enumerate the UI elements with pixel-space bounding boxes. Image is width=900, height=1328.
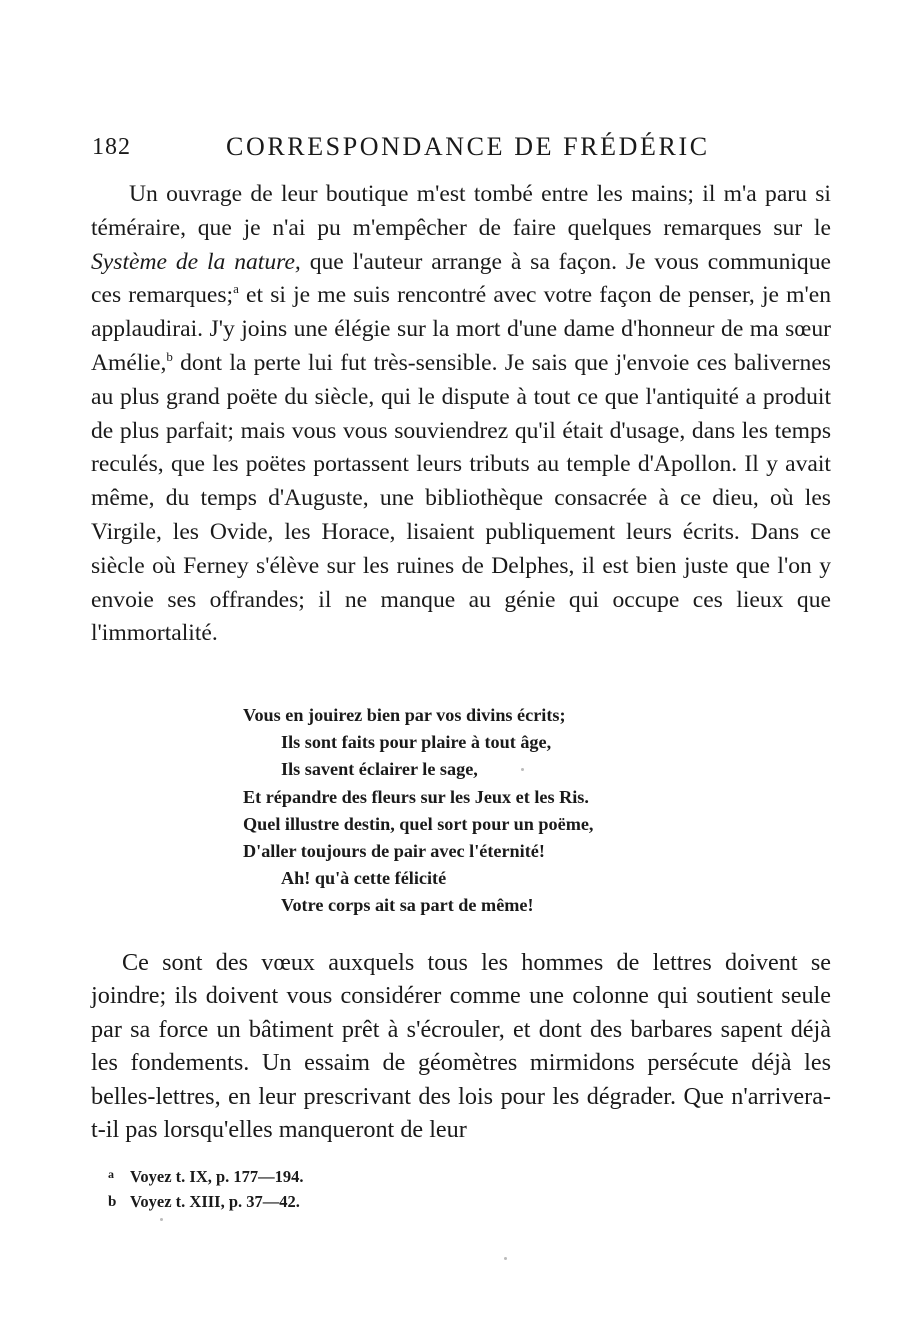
footnote-text: Voyez t. XIII, p. 37—42.	[130, 1192, 300, 1211]
footnote-a	[108, 1162, 708, 1189]
footnotes	[108, 1162, 708, 1215]
paper-speck	[521, 768, 524, 771]
verse-line: Ah! qu'à cette félicité	[281, 868, 447, 889]
footnote-mark: a	[108, 1167, 114, 1181]
paragraph-1-text-d: dont la perte lui fut très-sensible. Je sais que j'envoie ces balivernes au plus grand poëte du siècle, qui le dispute à tout ce que l'antiquité a produit de plus parfait; mais vous vous souviendrez qu'il était d'usage, dans les temps reculés, que les poëtes portassent leurs tributs au temple d'Apollon. Il y avait même, du temps d'Auguste, une bibliothèque consacrée à ce dieu, où les Virgile, les Ovide, les Horace, lisaient publiquement leurs écrits. Dans ce siècle où Ferney s'élève sur les ruines de Delphes, il est bien juste que l'on y envoie ses offrandes; il ne manque au génie qui occupe ces lieux que l'immortalité.	[91, 349, 831, 647]
verse-line: Vous en jouirez bien par vos divins écrits;	[243, 705, 566, 725]
verse-line: D'aller toujours de pair avec l'éternité!	[243, 841, 545, 862]
paragraph-1-text-c: et si je me suis rencontré avec votre façon de penser, je m'en applaudirai. J'y joins une élégie sur la mort d'une dame d'honneur de ma sœur Amélie,	[91, 282, 831, 376]
verse-block	[243, 702, 703, 920]
footnote-ref-a: a	[233, 281, 239, 297]
paragraph-1-text-b: que l'auteur arrange à sa façon. Je vous communique ces remarques;	[91, 248, 831, 309]
verse-line: Ils sont faits pour plaire à tout âge,	[281, 732, 552, 753]
paragraph-2-text: Ce sont des vœux auxquels tous les hommes de lettres doivent se joindre; ils doivent vous considérer comme une colonne qui soutient seule par sa force un bâtiment prêt à s'écrouler, et dont des barbares sapent déjà les fondements. Un essaim de géomètres mirmidons persécute déjà les belles-lettres, en leur prescrivant des lois pour les dégrader. Que n'arrivera-t-il pas lorsqu'elles manqueront de leur	[91, 949, 831, 1144]
paragraph-2	[91, 946, 831, 1146]
footnote-mark: b	[108, 1194, 117, 1210]
footnote-ref-b: b	[166, 348, 173, 364]
verse-line: Quel illustre destin, quel sort pour un poëme,	[243, 813, 594, 834]
footnote-text: Voyez t. IX, p. 177—194.	[130, 1167, 304, 1186]
verse-line: Votre corps ait sa part de même!	[281, 895, 534, 916]
paragraph-1-text-a: Un ouvrage de leur boutique m'est tombé entre les mains; il m'a paru si téméraire, que je n'ai pu m'empêcher de faire quelques remarques sur le	[91, 181, 831, 241]
paper-speck	[160, 1218, 163, 1221]
verse-line: Et répandre des fleurs sur les Jeux et les Ris.	[243, 786, 589, 807]
running-head	[92, 128, 832, 168]
paragraph-1	[91, 178, 831, 651]
running-title: CORRESPONDANCE DE FRÉDÉRIC	[226, 132, 710, 161]
paper-speck	[504, 1257, 507, 1260]
footnote-b	[108, 1189, 708, 1215]
page-number: 182	[92, 134, 131, 160]
verse-line: Ils savent éclairer le sage,	[281, 759, 478, 780]
work-title: Système de la nature,	[91, 248, 301, 275]
